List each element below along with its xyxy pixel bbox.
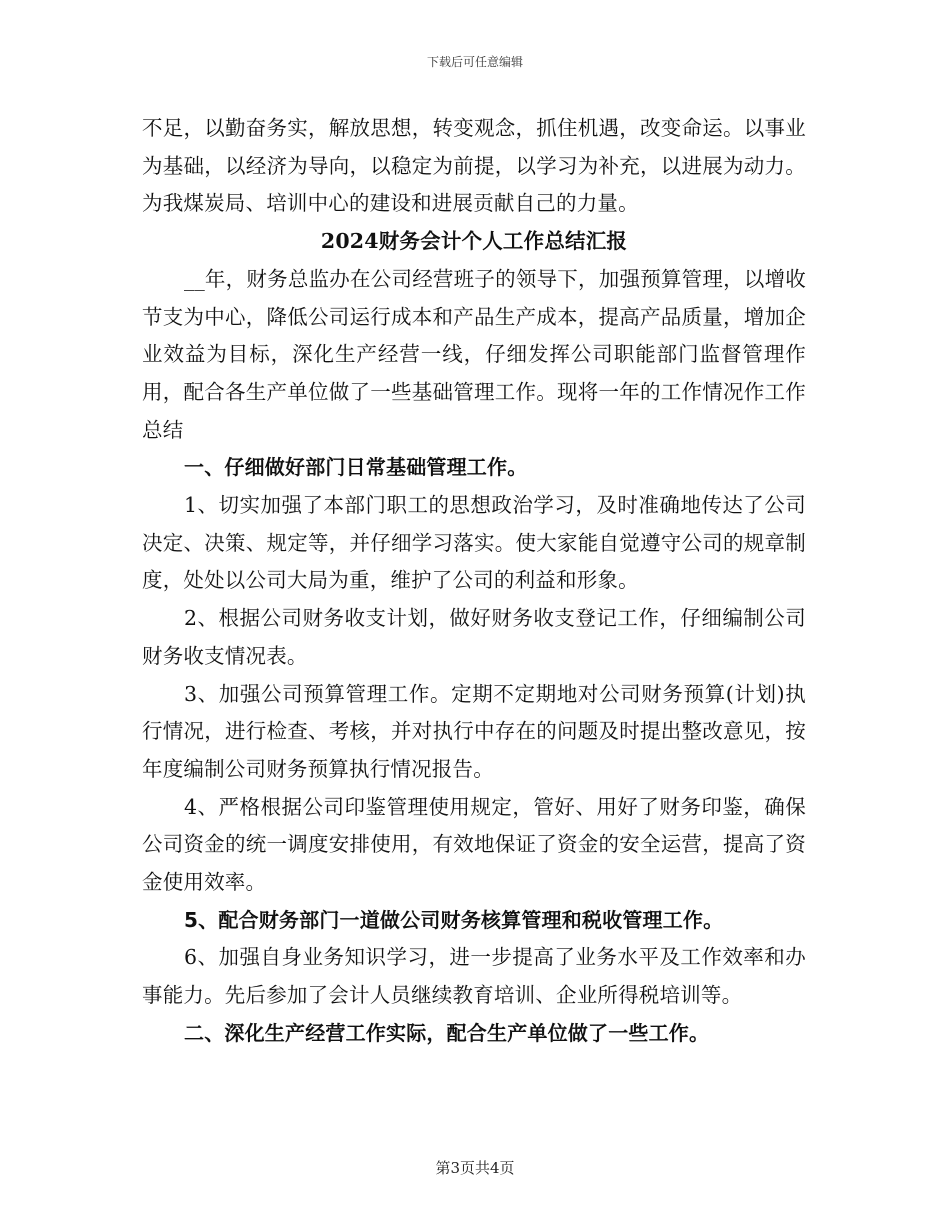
section-2-heading: 二、深化生产经营工作实际，配合生产单位做了一些工作。 [184,1020,710,1045]
list-item-1: 1、切实加强了本部门职工的思想政治学习，及时准确地传达了公司决定、决策、规定等，并仔细学习落实。使大家能自觉遵守公司的规章制度，处处以公司大局为重，维护了公司的利益和形象。 [142,493,806,593]
list-item-4: 4、严格根据公司印鉴管理使用规定，管好、用好了财务印鉴，确保公司资金的统一调度安排使用，有效地保证了资金的安全运营，提高了资金使用效率。 [142,794,806,895]
section-1-heading: 一、仔细做好部门日常基础管理工作。 [184,455,528,480]
list-item-3: 3、加强公司预算管理工作。定期不定期地对公司财务预算(计划)执行情况，进行检查、考核，并对执行中存在的问题及时提出整改意见，按年度编制公司财务预算执行情况报告。 [142,681,806,781]
list-item-5: 5、配合财务部门一道做公司财务核算管理和税收管理工作。 [184,907,724,932]
document-body [142,110,806,1053]
list-item-6: 6、加强自身业务知识学习，进一步提高了业务水平及工作效率和办事能力。先后参加了会计人员继续教育培训、企业所得税培训等。 [142,945,806,1008]
document-title: 2024财务会计个人工作总结汇报 [320,229,628,254]
opening-paragraph: __年，财务总监办在公司经营班子的领导下，加强预算管理，以增收节支为中心，降低公司运行成本和产品生产成本，提高产品质量，增加企业效益为目标，深化生产经营一线，仔细发挥公司职能部门监督管理作用，配合各生产单位做了一些基础管理工作。现将一年的工作情况作工作总结 [142,266,806,442]
list-item-2: 2、根据公司财务收支计划，做好财务收支登记工作，仔细编制公司财务收支情况表。 [142,606,806,668]
intro-continuation-paragraph: 不足，以勤奋务实，解放思想，转变观念，抓住机遇，改变命运。以事业为基础，以经济为导向，以稳定为前提，以学习为补充，以进展为动力。为我煤炭局、培训中心的建设和进展贡献自己的力量。 [142,116,806,216]
page-footer: 第3页共4页 [435,1159,515,1177]
page-header: 下载后可任意编辑 [426,55,523,69]
